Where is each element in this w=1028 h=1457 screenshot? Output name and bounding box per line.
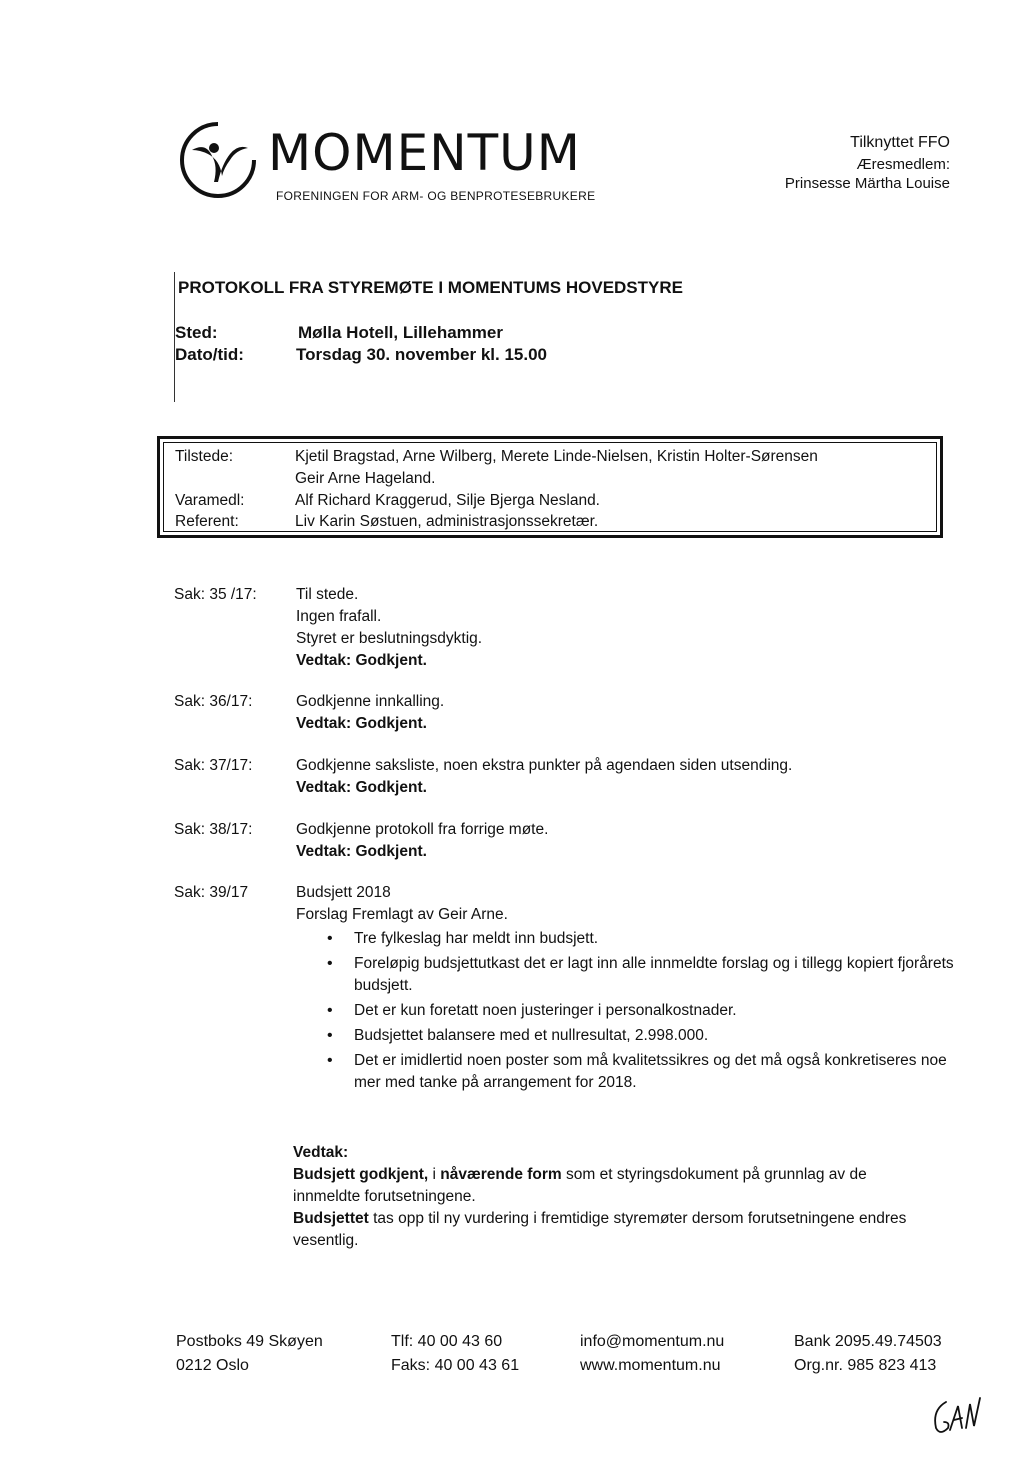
item-decision: Vedtak: Godkjent. — [296, 715, 427, 732]
date-label: Dato/tid: — [175, 345, 244, 364]
footer-address — [176, 1330, 323, 1378]
budget-bullet: • Det er kun foretatt noen justeringer i personalkostnader. — [354, 1000, 954, 1022]
referent-label: Referent: — [175, 513, 239, 530]
org-number: Org.nr. 985 823 413 — [794, 1357, 937, 1374]
item-id: Sak: 39/17 — [174, 884, 249, 901]
decision-text: Budsjett godkjent, — [293, 1166, 429, 1183]
item-id: Sak: 35 /17: — [174, 586, 257, 603]
date-value: Torsdag 30. november kl. 15.00 — [296, 345, 548, 364]
item-body — [296, 882, 946, 926]
decision-text: Budsjettet — [293, 1210, 369, 1227]
present-line-1: Kjetil Bragstad, Arne Wilberg, Merete Linde-Nielsen, Kristin Holter-Sørensen — [295, 448, 818, 465]
item-line: Til stede. — [296, 586, 359, 603]
document-title: PROTOKOLL FRA STYREMØTE I MOMENTUMS HOVEDSTYRE — [178, 278, 683, 297]
budget-bullet: • Foreløpig budsjettutkast det er lagt inn alle innmeldte forslag og i tillegg kopiert fjorårets budsjett. — [354, 953, 954, 997]
budget-bullets — [354, 928, 954, 1097]
decision-text: som et styringsdokument på grunnlag av de innmeldte forutsetningene. — [293, 1166, 867, 1205]
attendance-box — [157, 436, 943, 538]
momentum-logo-icon — [178, 120, 258, 200]
logo-tagline: FORENINGEN FOR ARM- OG BENPROTESEBRUKERE — [276, 189, 596, 203]
place-label: Sted: — [175, 323, 218, 342]
footer-contact — [580, 1330, 724, 1378]
item-id: Sak: 36/17: — [174, 693, 253, 710]
affiliation-text — [730, 134, 950, 192]
budget-bullet: • Tre fylkeslag har meldt inn budsjett. — [354, 928, 954, 950]
email-text: info@momentum.nu — [580, 1333, 725, 1350]
decision-text: nåværende form — [440, 1166, 562, 1183]
logo-wordmark: MOMENTUM — [268, 124, 581, 182]
item-decision: Vedtak: Godkjent. — [296, 843, 427, 860]
budget-bullet: • Budsjettet balansere med et nullresultat, 2.998.000. — [354, 1025, 954, 1047]
item-line: Forslag Fremlagt av Geir Arne. — [296, 906, 508, 923]
budget-bullet: • Det er imidlertid noen poster som må kvalitetssikres og det må også konkretiseres noe mer med tanke på arrangement for 2018. — [354, 1050, 954, 1094]
item-line: Styret er beslutningsdyktig. — [296, 630, 483, 647]
decision-text: tas opp til ny vurdering i fremtidige styremøter dersom forutsetningene endres vesentlig. — [293, 1210, 907, 1249]
item-line: Budsjett 2018 — [296, 884, 391, 901]
item-body — [296, 584, 936, 672]
decision-label: Vedtak: — [293, 1144, 349, 1161]
affiliation-ffo: Tilknyttet FFO — [850, 134, 950, 151]
deputy-label: Varamedl: — [175, 492, 245, 509]
item-body — [296, 691, 936, 735]
address-line-1: Postboks 49 Skøyen — [176, 1333, 323, 1350]
budget-decision — [293, 1142, 933, 1252]
present-label: Tilstede: — [175, 448, 234, 465]
item-line: Godkjenne protokoll fra forrige møte. — [296, 821, 549, 838]
item-line: Godkjenne saksliste, noen ekstra punkter på agendaen siden utsending. — [296, 757, 793, 774]
footer-phone — [391, 1330, 519, 1378]
present-line-2: Geir Arne Hageland. — [295, 470, 436, 487]
item-body — [296, 755, 936, 799]
decision-paragraph-1 — [293, 1164, 933, 1208]
honorary-name: Prinsesse Märtha Louise — [784, 175, 950, 192]
fax-number: Faks: 40 00 43 61 — [391, 1357, 520, 1374]
bank-account: Bank 2095.49.74503 — [794, 1333, 942, 1350]
item-id: Sak: 38/17: — [174, 821, 253, 838]
item-decision: Vedtak: Godkjent. — [296, 779, 427, 796]
place-value: Mølla Hotell, Lillehammer — [298, 323, 503, 342]
handwritten-initials — [928, 1392, 988, 1442]
item-body — [296, 819, 936, 863]
deputy-value: Alf Richard Kraggerud, Silje Bjerga Nesland. — [295, 492, 600, 509]
item-line: Godkjenne innkalling. — [296, 693, 445, 710]
footer-bank — [794, 1330, 942, 1378]
website-text: www.momentum.nu — [580, 1357, 721, 1374]
item-id: Sak: 37/17: — [174, 757, 253, 774]
item-line: Ingen frafall. — [296, 608, 382, 625]
address-line-2: 0212 Oslo — [176, 1357, 249, 1374]
decision-paragraph-2 — [293, 1208, 933, 1252]
decision-text: i — [428, 1166, 441, 1183]
item-decision: Vedtak: Godkjent. — [296, 652, 427, 669]
honorary-label: Æresmedlem: — [856, 156, 950, 173]
referent-value: Liv Karin Søstuen, administrasjonssekretær. — [295, 513, 599, 530]
phone-number: Tlf: 40 00 43 60 — [391, 1333, 503, 1350]
